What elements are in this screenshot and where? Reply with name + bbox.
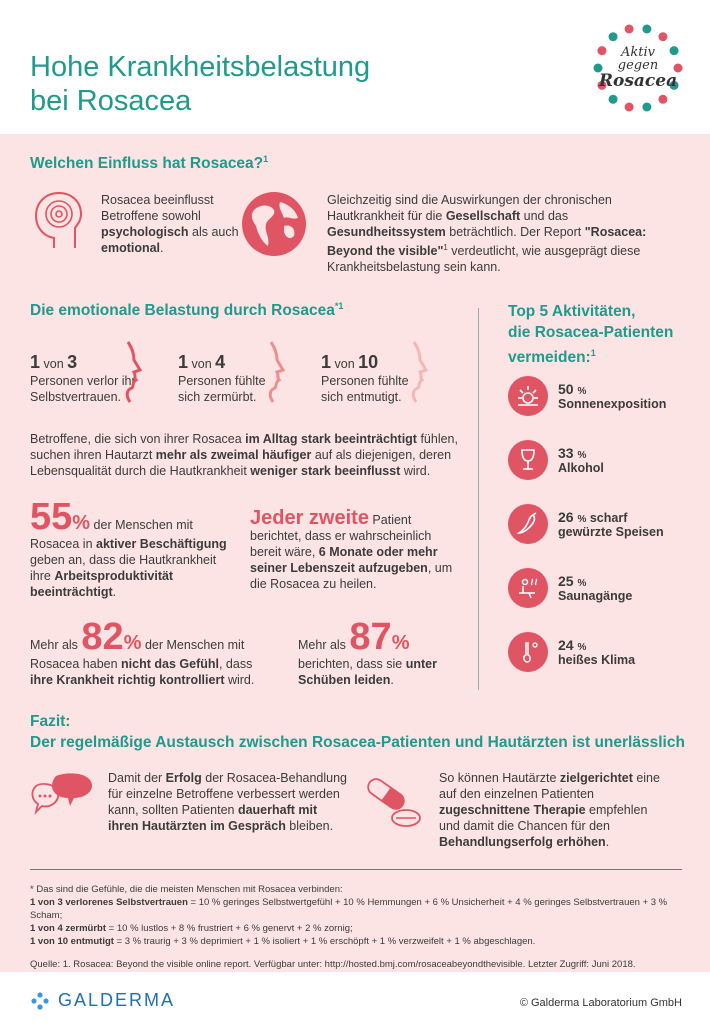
aktiv-gegen-rosacea-logo: Aktiv gegen Rosacea	[590, 20, 686, 116]
logo-person-dot	[609, 95, 618, 104]
activity-item: 26 % scharf gewürzte Speisen	[508, 502, 688, 546]
column-divider	[478, 308, 479, 690]
activities-heading: Top 5 Aktivitäten, die Rosacea-Patienten vermeiden:$^1$	[508, 303, 674, 367]
galderma-logo: GALDERMA	[30, 990, 175, 1011]
activity-item: 33 % Alkohol	[508, 438, 688, 482]
source-citation: Quelle: 1. Rosacea: Beyond the visible online report. Verfügbar unter: http://hosted.bmj.com/rosaceabeyondthevisible. Letzter Zugriff: Juni 2018.	[30, 959, 636, 970]
logo-person-dot	[625, 102, 634, 111]
fazit-left-text: Damit der Erfolg der Rosacea-Behandlung für einzelne Betroffene verbessert werden kann, sollten Patienten dauerhaft mit ihren Hautärzten im Gespräch bleiben.	[108, 771, 348, 833]
face-profile-icon	[265, 340, 299, 409]
stat-1-von-4: 1 von 4 Personen fühlte sich zermürbt.	[178, 352, 266, 404]
galderma-dots-icon	[30, 992, 50, 1010]
wine-glass-icon	[508, 440, 548, 480]
burden-paragraph: Betroffene, die sich von ihrer Rosacea im Alltag stark beeinträchtigt fühlen, suchen ihren Hautarzt mehr als zweimal häufiger auf als diejenigen, deren Lebensqualität durch die Hautkrankheit weniger stark beeinflusst wird.	[30, 432, 458, 478]
chili-icon	[508, 504, 548, 544]
pills-icon	[362, 766, 428, 832]
fact-82-percent: Mehr als 82% der Menschen mit Rosacea haben nicht das Gefühl, dass ihre Krankheit richtig kontrolliert wird.	[30, 616, 255, 687]
influence-heading: Welchen Einfluss hat Rosacea?$^1$	[30, 154, 269, 173]
activity-item: 24 % heißes Klima	[508, 630, 688, 674]
speech-bubbles-icon	[30, 770, 96, 820]
fact-jeder-zweite: Jeder zweite Patient berichtet, dass er wahrscheinlich bereit wäre, 6 Monate oder mehr seiner Lebenszeit aufzugeben, um die Rosacea zu heilen.	[250, 507, 453, 591]
logo-person-dot	[642, 102, 651, 111]
logo-person-dot	[642, 25, 651, 34]
logo-person-dot	[609, 32, 618, 41]
footnote-divider	[30, 869, 682, 870]
activity-list	[508, 374, 688, 674]
influence-right-text: Gleichzeitig sind die Auswirkungen der chronischen Hautkrankheit für die Gesellschaft und das Gesundheitssystem beträchtlich. Der Report "Rosacea: Beyond the visible"$^1$ verdeutlicht, wie ausgeprägt diese Krankheitsbelastung sein kann.	[327, 193, 647, 275]
fazit-heading: Fazit: Der regelmäßige Austausch zwischen Rosacea-Patienten und Hautärzten ist unerlässlich	[30, 713, 685, 751]
fazit-right-text: So können Hautärzte zielgerichtet eine auf den einzelnen Patienten zugeschnittene Therapie empfehlen und damit die Chancen für den Behandlungserfolg erhöhen.	[439, 771, 660, 849]
influence-left-text: Rosacea beeinflusst Betroffene sowohl psychologisch als auch emotional.	[101, 193, 239, 255]
face-profile-icon	[122, 340, 156, 409]
copyright: © Galderma Laboratorium GmbH	[519, 997, 682, 1009]
stat-1-von-3: 1 von 3 Personen verlor ihr Selbstvertrauen.	[30, 352, 136, 404]
globe-icon	[240, 190, 308, 258]
page-title: Hohe Krankheitsbelastung bei Rosacea	[30, 51, 371, 117]
footnotes: * Das sind die Gefühle, die die meisten Menschen mit Rosacea verbinden: 1 von 3 verlorenes Selbstvertrauen = 10 % geringes Selbstwertgefühl + 10 % Hemmungen + 6 % Unsicherheit + 4 % geringes Selbstvertrauen + 3 % Scham; 1 von 4 zermürbt = 10 % lustlos + 8 % frustriert + 6 % genervt + 2 % zornig; 1 von 10 entmutigt = 3 % traurig + 3 % deprimiert + 1 % isoliert + 1 % erschöpft + 1 % verzweifelt + 1 % abgeschlagen. Quelle: 1. Rosacea: Beyond the visible online report. Verfügbar unter: http://hosted.bmj.com/rosaceabeyondthevisible. Letzter Zugriff: Juni 2018.	[30, 883, 690, 971]
fact-87-percent: Mehr als 87% berichten, dass sie unter Schüben leiden.	[298, 616, 437, 687]
logo-person-dot	[658, 95, 667, 104]
face-profile-icon	[408, 340, 442, 409]
logo-person-dot	[658, 32, 667, 41]
activity-item: 50 % Sonnenexposition	[508, 374, 688, 418]
head-brain-icon	[30, 190, 86, 252]
emotional-heading: Die emotionale Belastung durch Rosacea$^{*1}$	[30, 301, 344, 320]
sun-icon	[508, 376, 548, 416]
thermometer-icon	[508, 632, 548, 672]
activity-item: 25 % Saunagänge	[508, 566, 688, 610]
logo-person-dot	[625, 25, 634, 34]
fact-55-percent: 55% der Menschen mit Rosacea in aktiver Beschäftigung geben an, dass die Hautkrankheit ihre Arbeitsproduktivität beeinträchtigt.	[30, 496, 227, 599]
stat-1-von-10: 1 von 10 Personen fühlte sich entmutigt.	[321, 352, 409, 404]
sauna-icon	[508, 568, 548, 608]
